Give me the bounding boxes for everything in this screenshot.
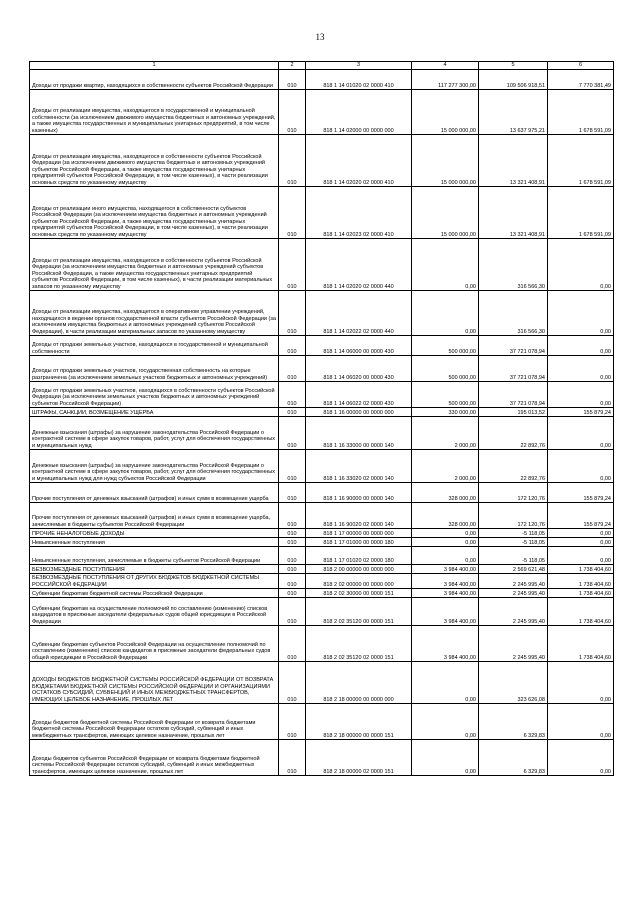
row-line-code-cell: 010 (279, 450, 306, 483)
row-line-code-cell: 010 (279, 239, 306, 291)
row-line-code-cell: 010 (279, 626, 306, 662)
row-unexecuted-cell: 1 738 404,60 (548, 598, 614, 626)
row-budget-code-cell: 818 1 14 06020 00 0000 430 (306, 356, 412, 382)
row-executed-cell: 2 245 995,40 (479, 626, 548, 662)
row-executed-cell: 2 245 995,40 (479, 589, 548, 598)
row-name-cell: ШТРАФЫ, САНКЦИИ, ВОЗМЕЩЕНИЕ УЩЕРБА (30, 408, 279, 417)
row-name-cell: Денежные взыскания (штрафы) за нарушение законодательства Российской Федерации о контрактной системе в сфере закупок товаров, работ, услуг для обеспечения государственных и муниципальных нужд для нужд субъектов Российской Федерации (30, 450, 279, 483)
table-row (30, 382, 614, 408)
row-executed-cell: 2 245 995,40 (479, 598, 548, 626)
row-approved-cell: 3 984 400,00 (412, 565, 479, 574)
row-budget-code-cell: 818 1 14 02000 00 0000 000 (306, 90, 412, 135)
row-line-code-cell: 010 (279, 589, 306, 598)
row-executed-cell: 316 566,30 (479, 291, 548, 336)
row-executed-cell: 37 721 078,94 (479, 356, 548, 382)
table-row (30, 417, 614, 450)
row-budget-code-cell: 818 2 02 00000 00 0000 000 (306, 574, 412, 589)
row-name-cell: Доходы от реализации имущества, находящегося в собственности субъектов Российской Федерации (за исключением движимого имущества бюджетных и автономных учреждений субъектов Российской Федерации, а также имущества государственных унитарных предприятий субъектов Российской Федерации, в том числе казенных), в части реализации основных средств по указанному имуществу (30, 135, 279, 187)
row-line-code-cell: 010 (279, 574, 306, 589)
row-executed-cell: 6 329,83 (479, 704, 548, 740)
row-budget-code-cell: 818 1 16 33020 02 0000 140 (306, 450, 412, 483)
row-executed-cell: 6 329,83 (479, 740, 548, 776)
row-approved-cell: 0,00 (412, 239, 479, 291)
row-approved-cell: 500 000,00 (412, 336, 479, 356)
row-budget-code-cell: 818 1 14 02020 02 0000 440 (306, 239, 412, 291)
table-row (30, 589, 614, 598)
row-budget-code-cell: 818 1 16 90020 02 0000 140 (306, 503, 412, 529)
header-col-6: 6 (548, 62, 614, 70)
row-name-cell: Доходы от продажи квартир, находящихся в собственности субъектов Российской Федерации (30, 70, 279, 90)
row-name-cell: Доходы бюджетов субъектов Российской Федерации от возврата бюджетами бюджетной системы Российской Федерации остатков субсидий, субвенций и иных межбюджетных трансфертов, имеющих целевое назначение, прошлых лет (30, 740, 279, 776)
row-executed-cell: 316 566,30 (479, 239, 548, 291)
row-unexecuted-cell: 1 738 404,60 (548, 626, 614, 662)
row-name-cell: Денежные взыскания (штрафы) за нарушение законодательства Российской Федерации о контрактной системе в сфере закупок товаров, работ, услуг для обеспечения государственных и муниципальных нужд (30, 417, 279, 450)
table-row (30, 704, 614, 740)
row-executed-cell: 195 013,52 (479, 408, 548, 417)
row-approved-cell: 2 000,00 (412, 450, 479, 483)
row-budget-code-cell: 818 1 17 00000 00 0000 000 (306, 529, 412, 538)
row-name-cell: Доходы от продажи земельных участков, государственная собственность на которые разграничена (за исключением земельных участков бюджетных и автономных учреждений) (30, 356, 279, 382)
row-executed-cell: -5 118,05 (479, 547, 548, 565)
table-row (30, 662, 614, 704)
table-row (30, 538, 614, 547)
row-name-cell: Прочие поступления от денежных взысканий (штрафов) и иных сумм в возмещение ущерба (30, 483, 279, 503)
table-row (30, 336, 614, 356)
row-line-code-cell: 010 (279, 662, 306, 704)
row-approved-cell: 0,00 (412, 291, 479, 336)
row-unexecuted-cell: 7 770 381,49 (548, 70, 614, 90)
row-approved-cell: 0,00 (412, 662, 479, 704)
row-approved-cell: 500 000,00 (412, 356, 479, 382)
row-name-cell: Субвенции бюджетам на осуществление полномочий по составлению (изменению) списков кандидатов в присяжные заседатели федеральных судов общей юрисдикции в Российской Федерации (30, 598, 279, 626)
row-line-code-cell: 010 (279, 598, 306, 626)
row-unexecuted-cell: 0,00 (548, 662, 614, 704)
row-budget-code-cell: 818 2 18 00000 02 0000 151 (306, 740, 412, 776)
row-unexecuted-cell: 0,00 (548, 336, 614, 356)
row-executed-cell: 37 721 078,94 (479, 336, 548, 356)
row-executed-cell: 13 321 408,91 (479, 187, 548, 239)
row-executed-cell: 22 892,76 (479, 417, 548, 450)
row-name-cell: Невыясненные поступления (30, 538, 279, 547)
row-budget-code-cell: 818 2 02 35120 00 0000 151 (306, 598, 412, 626)
row-line-code-cell: 010 (279, 90, 306, 135)
row-executed-cell: 37 721 078,94 (479, 382, 548, 408)
row-name-cell: Доходы от реализации иного имущества, находящегося в собственности субъектов Российской Федерации (за исключением имущества бюджетных и автономных учреждений субъектов Российской Федерации, а также имущества государственных унитарных предприятий субъектов Российской Федерации, в том числе казенных), в части реализации основных средств по указанному имуществу (30, 187, 279, 239)
row-line-code-cell: 010 (279, 70, 306, 90)
row-unexecuted-cell: 0,00 (548, 382, 614, 408)
table-row (30, 503, 614, 529)
table-row (30, 598, 614, 626)
row-line-code-cell: 010 (279, 417, 306, 450)
row-budget-code-cell: 818 1 14 06000 00 0000 430 (306, 336, 412, 356)
row-approved-cell: 330 000,00 (412, 408, 479, 417)
row-budget-code-cell: 818 1 16 33000 00 0000 140 (306, 417, 412, 450)
row-unexecuted-cell: 0,00 (548, 291, 614, 336)
row-executed-cell: 2 245 995,40 (479, 574, 548, 589)
row-name-cell: ДОХОДЫ БЮДЖЕТОВ БЮДЖЕТНОЙ СИСТЕМЫ РОССИЙСКОЙ ФЕДЕРАЦИИ ОТ ВОЗВРАТА БЮДЖЕТАМИ БЮДЖЕТНОЙ СИСТЕМЫ РОССИЙСКОЙ ФЕДЕРАЦИИ И ОРГАНИЗАЦИЯМИ ОСТАТКОВ СУБСИДИЙ, СУБВЕНЦИЙ И ИНЫХ МЕЖБЮДЖЕТНЫХ ТРАНСФЕРТОВ, ИМЕЮЩИХ ЦЕЛЕВОЕ НАЗНАЧЕНИЕ, ПРОШЛЫХ ЛЕТ (30, 662, 279, 704)
row-budget-code-cell: 818 1 14 06022 02 0000 430 (306, 382, 412, 408)
row-unexecuted-cell: 155 879,24 (548, 483, 614, 503)
row-line-code-cell: 010 (279, 740, 306, 776)
row-unexecuted-cell: 1 678 591,09 (548, 135, 614, 187)
table-row (30, 483, 614, 503)
header-row (30, 62, 614, 70)
row-unexecuted-cell: 1 678 591,09 (548, 90, 614, 135)
row-budget-code-cell: 818 2 18 00000 00 0000 000 (306, 662, 412, 704)
row-line-code-cell: 010 (279, 187, 306, 239)
row-unexecuted-cell: 0,00 (548, 529, 614, 538)
row-executed-cell: 323 626,08 (479, 662, 548, 704)
row-unexecuted-cell: 1 678 591,09 (548, 187, 614, 239)
row-budget-code-cell: 818 1 16 90000 00 0000 140 (306, 483, 412, 503)
row-unexecuted-cell: 0,00 (548, 547, 614, 565)
table-row (30, 529, 614, 538)
table-row (30, 626, 614, 662)
row-budget-code-cell: 818 2 02 30000 00 0000 151 (306, 589, 412, 598)
row-approved-cell: 3 984 400,00 (412, 598, 479, 626)
row-approved-cell: 0,00 (412, 547, 479, 565)
row-approved-cell: 3 984 400,00 (412, 574, 479, 589)
row-line-code-cell: 010 (279, 408, 306, 417)
row-name-cell: БЕЗВОЗМЕЗДНЫЕ ПОСТУПЛЕНИЯ (30, 565, 279, 574)
row-budget-code-cell: 818 2 18 00000 00 0000 151 (306, 704, 412, 740)
header-col-4: 4 (412, 62, 479, 70)
row-budget-code-cell: 818 1 17 01020 02 0000 180 (306, 547, 412, 565)
row-executed-cell: 2 569 621,48 (479, 565, 548, 574)
row-line-code-cell: 010 (279, 503, 306, 529)
row-executed-cell: 109 506 918,51 (479, 70, 548, 90)
row-unexecuted-cell: 155 879,24 (548, 503, 614, 529)
table-row (30, 547, 614, 565)
row-name-cell: Субвенции бюджетам субъектов Российской Федерации на осуществление полномочий по составлению (изменению) списков кандидатов в присяжные заседатели федеральных судов общей юрисдикции в Российской Федерации (30, 626, 279, 662)
row-approved-cell: 15 000 000,00 (412, 135, 479, 187)
row-approved-cell: 328 000,00 (412, 503, 479, 529)
row-name-cell: Доходы от реализации имущества, находящегося в государственной и муниципальной собственности (за исключением движимого имущества бюджетных и автономных учреждений, а также имущества государственных и муниципальных унитарных предприятий, в том числе казенных) (30, 90, 279, 135)
row-budget-code-cell: 818 1 14 02020 02 0000 410 (306, 135, 412, 187)
row-approved-cell: 500 000,00 (412, 382, 479, 408)
row-approved-cell: 0,00 (412, 529, 479, 538)
row-approved-cell: 0,00 (412, 740, 479, 776)
table-row (30, 291, 614, 336)
table-row (30, 450, 614, 483)
report-table (29, 61, 614, 776)
row-approved-cell: 15 000 000,00 (412, 90, 479, 135)
row-line-code-cell: 010 (279, 704, 306, 740)
table-row (30, 70, 614, 90)
row-line-code-cell: 010 (279, 336, 306, 356)
row-name-cell: Прочие поступления от денежных взысканий (штрафов) и иных сумм в возмещение ущерба, зачисляемые в бюджеты субъектов Российской Федерации (30, 503, 279, 529)
row-unexecuted-cell: 155 879,24 (548, 408, 614, 417)
row-executed-cell: 22 892,76 (479, 450, 548, 483)
row-line-code-cell: 010 (279, 483, 306, 503)
row-budget-code-cell: 818 1 17 01000 00 0000 180 (306, 538, 412, 547)
row-name-cell: ПРОЧИЕ НЕНАЛОГОВЫЕ ДОХОДЫ (30, 529, 279, 538)
row-unexecuted-cell: 1 738 404,60 (548, 574, 614, 589)
row-unexecuted-cell: 0,00 (548, 356, 614, 382)
row-unexecuted-cell: 0,00 (548, 538, 614, 547)
table-row (30, 565, 614, 574)
row-line-code-cell: 010 (279, 565, 306, 574)
page-number: 13 (315, 32, 325, 42)
table-row (30, 239, 614, 291)
row-approved-cell: 0,00 (412, 538, 479, 547)
row-approved-cell: 117 277 300,00 (412, 70, 479, 90)
row-executed-cell: -5 118,05 (479, 529, 548, 538)
row-name-cell: БЕЗВОЗМЕЗДНЫЕ ПОСТУПЛЕНИЯ ОТ ДРУГИХ БЮДЖЕТОВ БЮДЖЕТНОЙ СИСТЕМЫ РОССИЙСКОЙ ФЕДЕРАЦИИ (30, 574, 279, 589)
row-approved-cell: 15 000 000,00 (412, 187, 479, 239)
header-col-1: 1 (30, 62, 279, 70)
row-executed-cell: 13 321 408,91 (479, 135, 548, 187)
row-line-code-cell: 010 (279, 135, 306, 187)
row-line-code-cell: 010 (279, 529, 306, 538)
row-budget-code-cell: 818 1 16 00000 00 0000 000 (306, 408, 412, 417)
row-name-cell: Доходы от продажи земельных участков, находящихся в собственности субъектов Российской Федерации (за исключением земельных участков бюджетных и автономных учреждений субъектов Российской Федерации) (30, 382, 279, 408)
table-row (30, 135, 614, 187)
row-budget-code-cell: 818 2 00 00000 00 0000 000 (306, 565, 412, 574)
row-line-code-cell: 010 (279, 291, 306, 336)
row-budget-code-cell: 818 1 14 02023 02 0000 410 (306, 187, 412, 239)
row-line-code-cell: 010 (279, 538, 306, 547)
row-executed-cell: 13 637 975,21 (479, 90, 548, 135)
row-approved-cell: 3 984 400,00 (412, 589, 479, 598)
row-name-cell: Невыясненные поступления, зачисляемые в бюджеты субъектов Российской Федерации (30, 547, 279, 565)
row-budget-code-cell: 818 1 14 01020 02 0000 410 (306, 70, 412, 90)
table-body (30, 70, 614, 776)
row-unexecuted-cell: 0,00 (548, 450, 614, 483)
row-name-cell: Субвенции бюджетам бюджетной системы Российской Федерации (30, 589, 279, 598)
row-name-cell: Доходы от реализации имущества, находящегося в оперативном управлении учреждений, находящихся в ведении органов государственной власти субъектов Российской Федерации (за исключением имущества бюджетных и автономных учреждений субъектов Российской Федерации), в части реализации материальных запасов по указанному имуществу (30, 291, 279, 336)
row-executed-cell: -5 118,05 (479, 538, 548, 547)
row-budget-code-cell: 818 1 14 02022 02 0000 440 (306, 291, 412, 336)
row-name-cell: Доходы бюджетов бюджетной системы Российской Федерации от возврата бюджетами бюджетной системы Российской Федерации остатков субсидий, субвенций и иных межбюджетных трансфертов, имеющих целевое назначение, прошлых лет (30, 704, 279, 740)
row-line-code-cell: 010 (279, 547, 306, 565)
table-row (30, 408, 614, 417)
row-name-cell: Доходы от реализации имущества, находящегося в собственности субъектов Российской Федерации (за исключением имущества бюджетных и автономных учреждений субъектов Российской Федерации, а также имущества государственных унитарных предприятий субъектов Российской Федерации, в том числе казенных), в части реализации материальных запасов по указанному имуществу (30, 239, 279, 291)
header-col-5: 5 (479, 62, 548, 70)
row-unexecuted-cell: 0,00 (548, 239, 614, 291)
table-row (30, 90, 614, 135)
table-row (30, 740, 614, 776)
row-budget-code-cell: 818 2 02 35120 02 0000 151 (306, 626, 412, 662)
row-line-code-cell: 010 (279, 382, 306, 408)
row-unexecuted-cell: 0,00 (548, 417, 614, 450)
row-approved-cell: 2 000,00 (412, 417, 479, 450)
row-unexecuted-cell: 0,00 (548, 704, 614, 740)
table-row (30, 574, 614, 589)
row-unexecuted-cell: 1 738 404,60 (548, 589, 614, 598)
row-unexecuted-cell: 0,00 (548, 740, 614, 776)
row-approved-cell: 3 984 400,00 (412, 626, 479, 662)
row-executed-cell: 172 120,76 (479, 503, 548, 529)
row-unexecuted-cell: 1 738 404,60 (548, 565, 614, 574)
table-row (30, 356, 614, 382)
row-name-cell: Доходы от продажи земельных участков, находящихся в государственной и муниципальной собственности (30, 336, 279, 356)
header-col-3: 3 (306, 62, 412, 70)
row-executed-cell: 172 120,76 (479, 483, 548, 503)
header-col-2: 2 (279, 62, 306, 70)
row-approved-cell: 0,00 (412, 704, 479, 740)
table-row (30, 187, 614, 239)
row-approved-cell: 328 000,00 (412, 483, 479, 503)
row-line-code-cell: 010 (279, 356, 306, 382)
